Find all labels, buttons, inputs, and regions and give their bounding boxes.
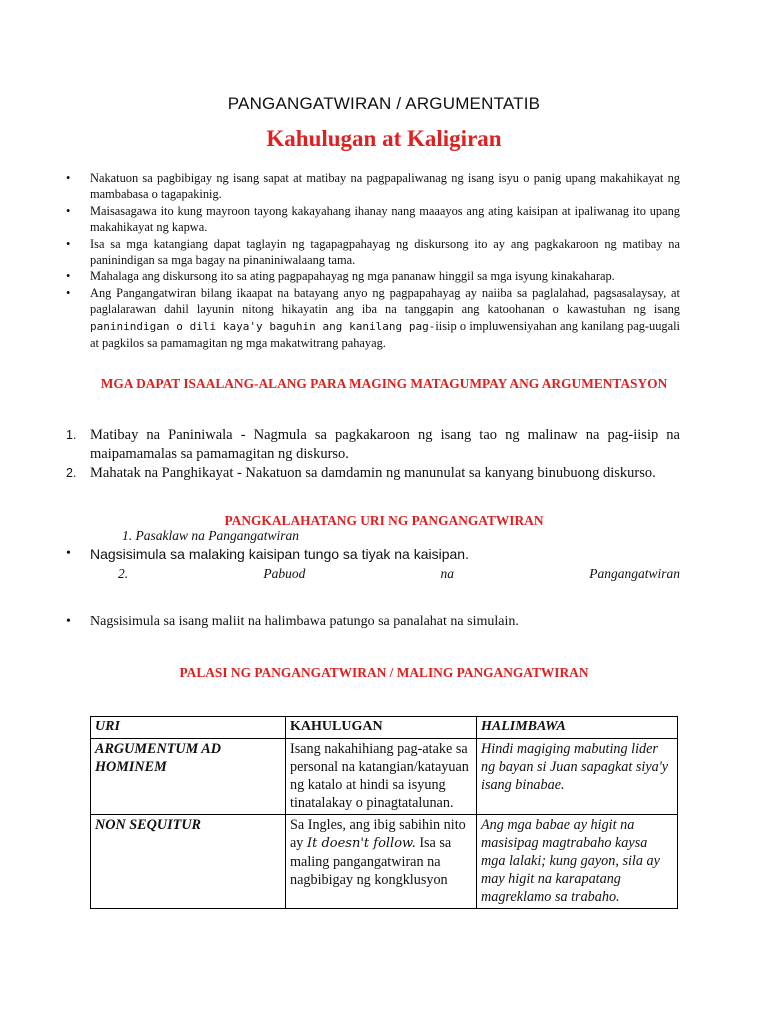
intro-bullet-list xyxy=(90,170,680,351)
subheading-part: Pangangatwiran xyxy=(589,566,680,581)
list-number: 1. xyxy=(66,428,77,442)
bullet-dot: • xyxy=(66,546,71,561)
table-header-row xyxy=(91,717,678,739)
table-cell-kahulugan: Isang nakahihiang pag-atake sa personal na katangian/katayuan ng katalo at hindi sa isyung tinatalakay o pinagtatalunan. xyxy=(286,739,477,815)
list-item: • Mahalaga ang diskursong ito sa ating pagpapahayag ng mga pananaw hinggil sa mga isyung kinakaharap. xyxy=(90,268,680,284)
list-number: 2. xyxy=(66,466,77,480)
list-item xyxy=(66,426,680,464)
list-item xyxy=(66,614,680,630)
document-title: PANGANGATWIRAN / ARGUMENTATIB xyxy=(227,94,541,113)
cell-text-part: Isa sa maling pangangatwiran na nagbibigay ng kongklusyon xyxy=(290,835,452,888)
column-header-kahulugan: KAHULUGAN xyxy=(286,717,477,739)
list-item-text: Nagsisimula sa isang maliit na halimbawa patungo sa panalahat na simulain. xyxy=(90,614,519,629)
table-cell-halimbawa: Ang mga babae ay higit na masisipag magtrabaho kaysa mga lalaki; kung gayon, sila ay may higit na karapatang magreklamo sa trabaho. xyxy=(477,815,678,909)
section-heading-uri: PANGKALAHATANG URI NG PANGANGATWIRAN xyxy=(224,513,544,528)
handwritten-text: paninindigan o dili kaya'y baguhin ang kanilang pag- xyxy=(90,319,436,333)
list-item xyxy=(66,464,680,483)
list-item: • Nakatuon sa pagbibigay ng isang sapat at matibay na pagpapaliwanag ng isang isyu o panig upang makahikayat ng mambabasa o tagapakinig. xyxy=(90,170,680,203)
table-cell-kahulugan xyxy=(286,815,477,909)
column-header-uri: URI xyxy=(91,717,286,739)
section-heading-argumentasyon: MGA DAPAT ISAALANG-ALANG PARA MAGING MATAGUMPAY ANG ARGUMENTASYON xyxy=(100,376,668,391)
table-cell-halimbawa: Hindi magiging mabuting lider ng bayan si Juan sapagkat siya'y isang binabae. xyxy=(477,739,678,815)
list-item xyxy=(90,285,680,352)
table-cell-uri: NON SEQUITUR xyxy=(91,815,286,909)
section-heading-palasi: PALASI NG PANGANGATWIRAN / MALING PANGANGATWIRAN xyxy=(179,665,589,680)
list-item: • Isa sa mga katangiang dapat taglayin ng tagapagpahayag ng diskursong ito ay ang pagkakaroon ng matibay na paninindigan sa mga bagay na pinaniniwalaang tama. xyxy=(90,236,680,269)
table-row xyxy=(91,739,678,815)
list-item-text: Nagsisimula sa malaking kaisipan tungo sa tiyak na kaisipan. xyxy=(90,546,469,562)
list-item-text: Matibay na Paniniwala - Nagmula sa pagkakaroon ng isang tao ng malinaw na pag-iisip na maipamamalas sa pamamagitan ng diskurso. xyxy=(90,427,680,462)
bullet-text-part: Ang Pangangatwiran bilang ikaapat na batayang anyo ng pagpapahayag ay naiiba sa paglalahad, pagsasalaysay, at paglalarawan dahil layunin nitong hikayatin ang iba na tanggapin ang katoohanan o kawastuhan ng isang xyxy=(90,285,680,317)
list-item: • Maisasagawa ito kung mayroon tayong kakayahang ihanay nang maaayos ang ating kaisipan at ipaliwanag ito upang makahikayat ng kapwa. xyxy=(90,203,680,236)
cell-text-part: Sa Ingles, ang ibig sabihin nito ay xyxy=(290,817,466,851)
english-phrase: It doesn't follow. xyxy=(306,836,416,851)
list-item-text: Mahatak na Panghikayat - Nakatuon sa damdamin ng manunulat sa kanyang binubuong diskurso. xyxy=(90,465,656,481)
subheading-pasaklaw: 1. Pasaklaw na Pangangatwiran xyxy=(122,528,300,543)
fallacy-table xyxy=(90,716,678,909)
table-cell-uri: ARGUMENTUM AD HOMINEM xyxy=(91,739,286,815)
table-row xyxy=(91,815,678,909)
column-header-halimbawa: HALIMBAWA xyxy=(477,717,678,739)
document-subtitle: Kahulugan at Kaligiran xyxy=(266,126,502,151)
list-item xyxy=(66,546,680,562)
subheading-part: Pabuod xyxy=(263,566,306,581)
subheading-part: na xyxy=(440,566,455,581)
subheading-part: 2. xyxy=(118,566,129,581)
bullet-dot: • xyxy=(66,614,71,629)
subheading-pabuod xyxy=(118,566,680,582)
bullet-text-part: iisip o impluwensiyahan ang kanilang pag-uugali at pagkilos sa pamamagitan ng mga makatwitrang pahayag. xyxy=(90,318,681,351)
numbered-list xyxy=(66,426,680,483)
